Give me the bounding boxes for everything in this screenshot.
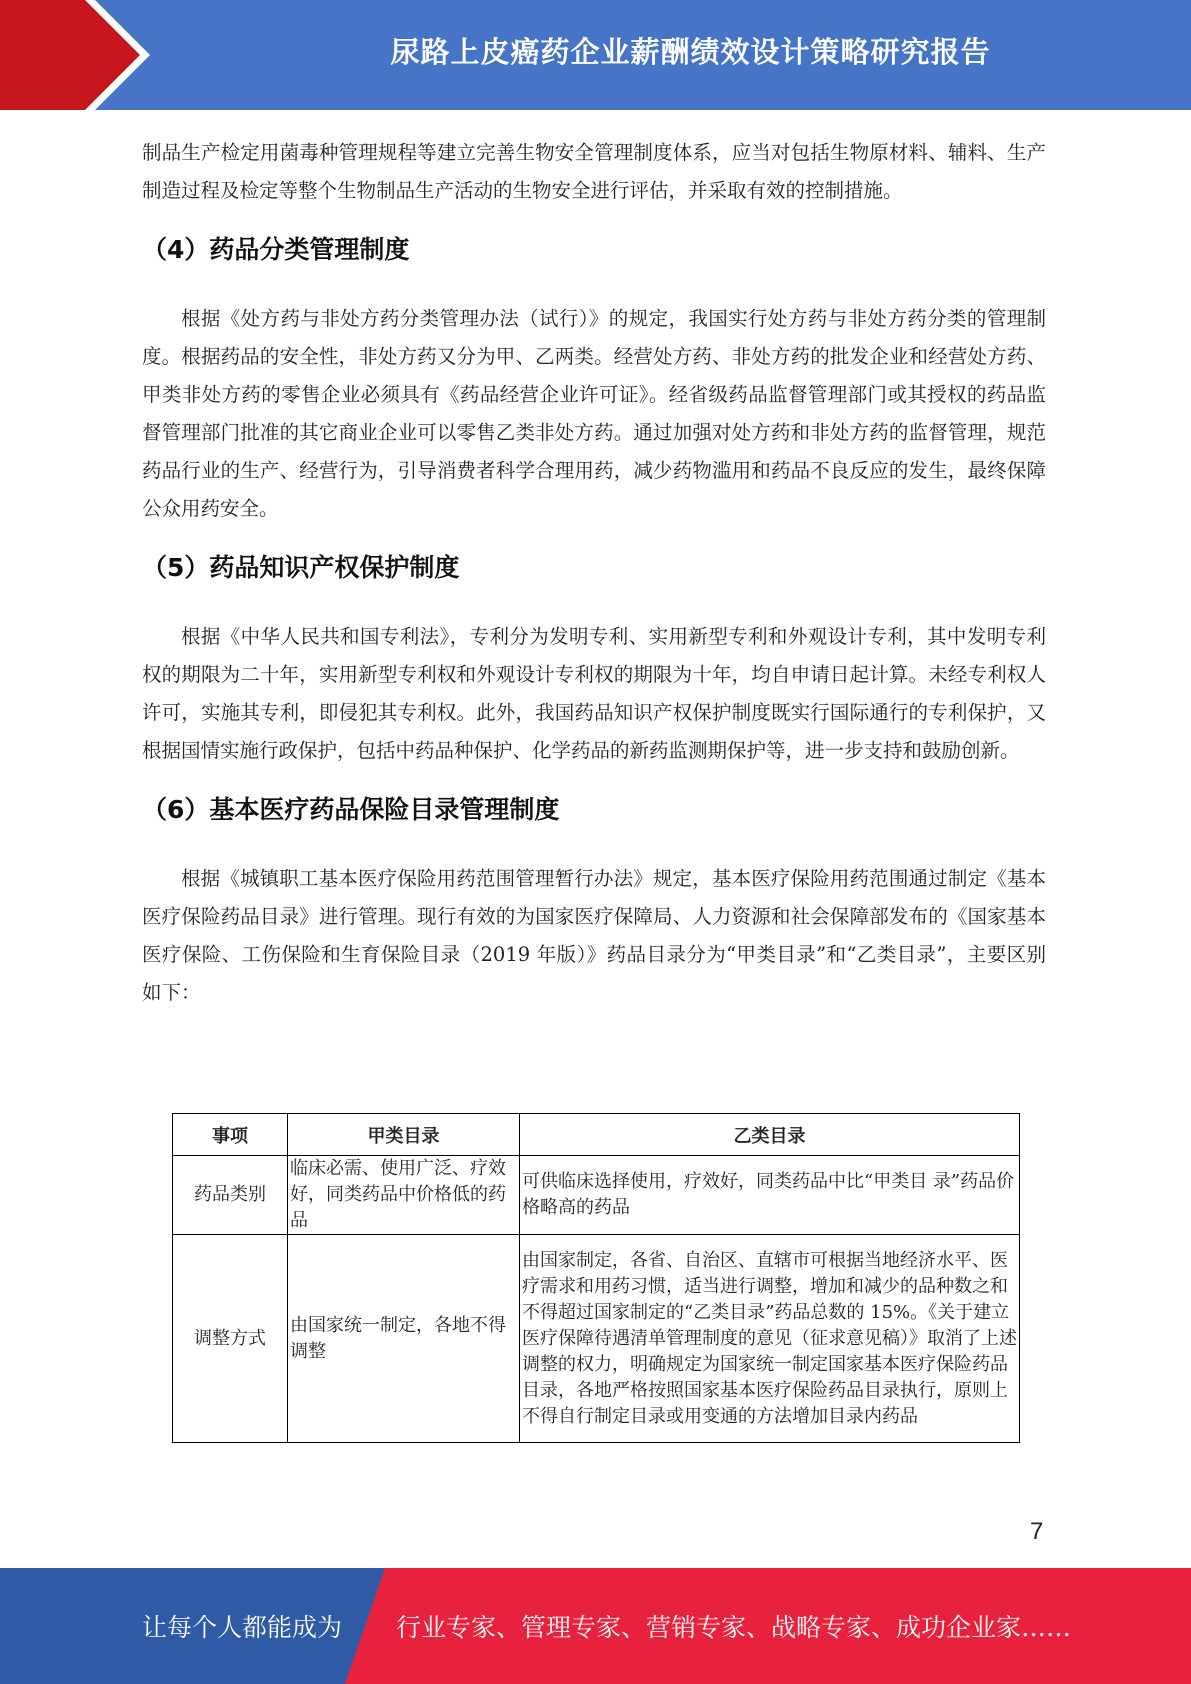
page-footer [0, 1568, 1191, 1684]
footer-slogan-right: 行业专家、管理专家、营销专家、战略专家、成功企业家…… [396, 1613, 1072, 1642]
header-cell-class-b: 乙类目录 [520, 1114, 1020, 1156]
class-a-cell: 由国家统一制定，各地不得调整 [288, 1235, 520, 1443]
page-header [0, 0, 1191, 110]
comparison-table [172, 1113, 1020, 1443]
class-b-cell: 由国家制定，各省、自治区、直辖市可根据当地经济水平、医疗需求和用药习惯，适当进行调整，增加和减少的品种数之和不得超过国家制定的“乙类目录”药品总数的 15%。《关于建立医疗保障待遇清单管理制度的意见（征求意见稿）》取消了上述调整的权力，明确规定为国家统一制定国家基本医疗保险药品目录，各地严格按照国家基本医疗保险药品目录执行，原则上不得自行制定目录或用变通的方法增加目录内药品 [520, 1235, 1020, 1443]
header-cell-class-a: 甲类目录 [288, 1114, 520, 1156]
table-row [173, 1235, 1020, 1443]
comparison-table-container [172, 1113, 1019, 1443]
class-b-cell: 可供临床选择使用，疗效好，同类药品中比“甲类目 录”药品价格略高的药品 [520, 1156, 1020, 1235]
section-heading-6: （6）基本医疗药品保险目录管理制度 [142, 795, 560, 824]
section-4-paragraph: 根据《处方药与非处方药分类管理办法（试行）》的规定，我国实行处方药与非处方药分类的管理制度。根据药品的安全性，非处方药又分为甲、乙两类。经营处方药、非处方药的批发企业和经营处方药、甲类非处方药的零售企业必须具有《药品经营企业许可证》。经省级药品监督管理部门或其授权的药品监督管理部门批准的其它商业企业可以零售乙类非处方药。通过加强对处方药和非处方药的监督管理，规范药品行业的生产、经营行为，引导消费者科学合理用药，减少药物滥用和药品不良反应的发生，最终保障公众用药安全。 [142, 307, 1046, 520]
intro-paragraph: 制品生产检定用菌毒种管理规程等建立完善生物安全管理制度体系，应当对包括生物原材料、辅料、生产制造过程及检定等整个生物制品生产活动的生物安全进行评估，并采取有效的控制措施。 [142, 141, 1046, 202]
table-header-row [173, 1114, 1020, 1156]
report-title: 尿路上皮癌药企业薪酬绩效设计策略研究报告 [390, 34, 991, 69]
row-label: 药品类别 [173, 1156, 288, 1235]
page-number: 7 [1030, 1518, 1044, 1545]
section-6-paragraph: 根据《城镇职工基本医疗保险用药范围管理暂行办法》规定，基本医疗保险用药范围通过制定《基本医疗保险药品目录》进行管理。现行有效的为国家医疗保障局、人力资源和社会保障部发布的《国家基本医疗保险、工伤保险和生育保险目录（2019 年版）》药品目录分为“甲类目录”和“乙类目录”，主要区别如下： [142, 867, 1046, 1004]
document-body [142, 130, 1046, 1012]
section-5-paragraph: 根据《中华人民共和国专利法》，专利分为发明专利、实用新型专利和外观设计专利，其中发明专利权的期限为二十年，实用新型专利权和外观设计专利权的期限为十年，均自申请日起计算。未经专利权人许可，实施其专利，即侵犯其专利权。此外，我国药品知识产权保护制度既实行国际通行的专利保护，又根据国情实施行政保护，包括中药品种保护、化学药品的新药监测期保护等，进一步支持和鼓励创新。 [142, 625, 1046, 762]
table-row [173, 1156, 1020, 1235]
class-a-cell: 临床必需、使用广泛、疗效好，同类药品中价格低的药品 [288, 1156, 520, 1235]
section-heading-4: （4）药品分类管理制度 [142, 235, 410, 264]
header-chevron-logo [0, 0, 160, 110]
row-label: 调整方式 [173, 1235, 288, 1443]
header-cell-item: 事项 [173, 1114, 288, 1156]
section-heading-5: （5）药品知识产权保护制度 [142, 553, 460, 582]
footer-slogan-left: 让每个人都能成为 [142, 1613, 343, 1642]
